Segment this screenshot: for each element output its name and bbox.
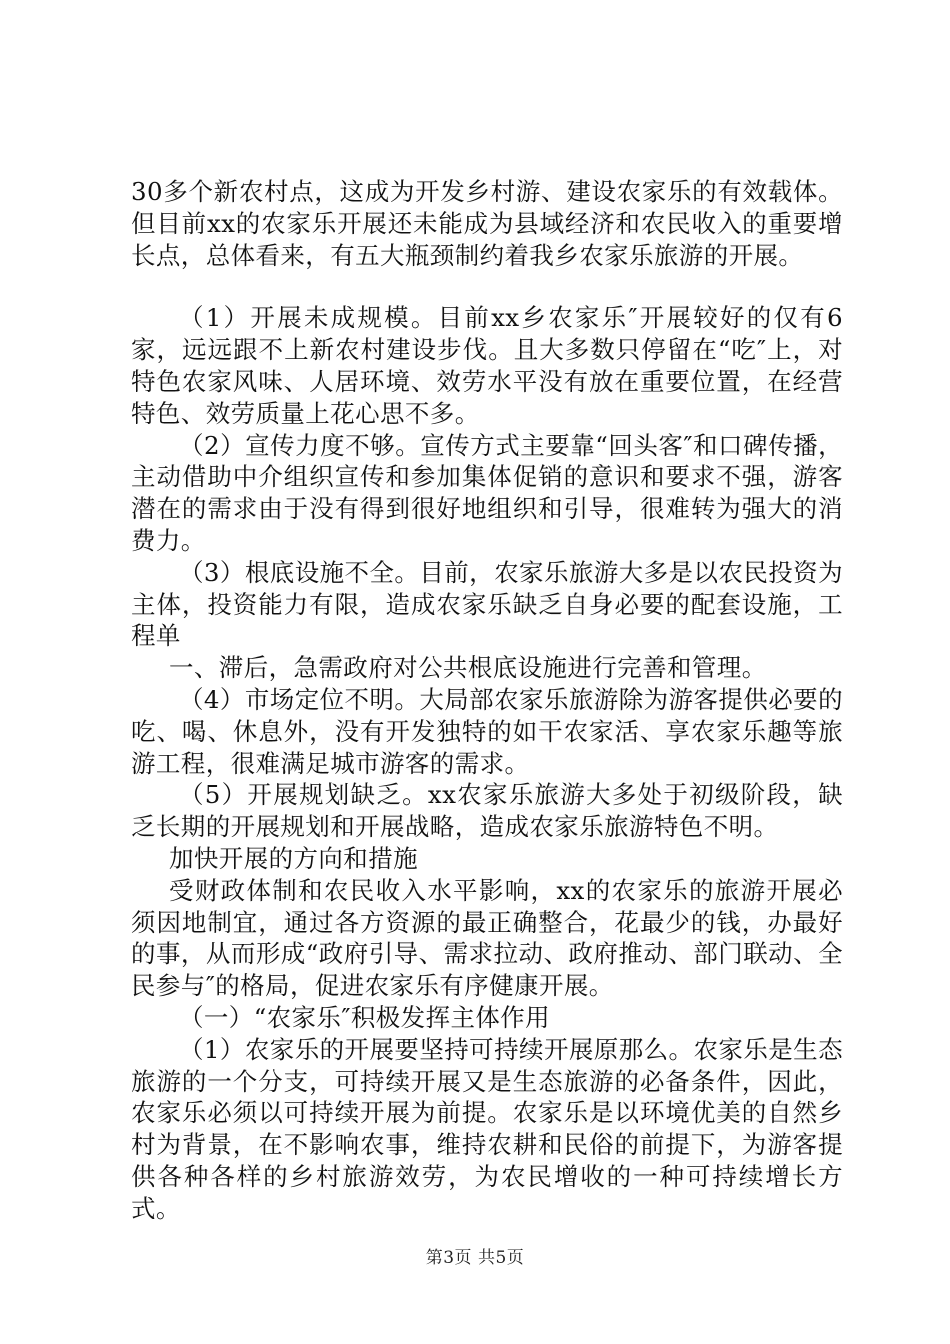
subheading-main-role: （一）“农家乐″积极发挥主体作用: [179, 1002, 551, 1032]
paragraph-point-3-infrastructure: （3）根底设施不全。目前，农家乐旅游大多是以农民投资为主体，投资能力有限，造成农家乐缺乏自身必要的配套设施，工程单: [131, 557, 843, 651]
paragraph-point-4-market: （4）市场定位不明。大局部农家乐旅游除为游客提供必要的吃、喝、休息外，没有开发独特的如干农家活、享农家乐趣等旅游工程，很难满足城市游客的需求。: [131, 684, 843, 778]
document-body: [131, 176, 843, 1225]
page-footer: [0, 1243, 950, 1268]
paragraph-directions-intro: 受财政体制和农民收入水平影响，xx的农家乐的旅游开展必须因地制宜，通过各方资源的最正确整合，花最少的钱，办最好的事，从而形成“政府引导、需求拉动、政府推动、部门联动、全民参与″的格局，促进农家乐有序健康开展。: [131, 875, 843, 1001]
page-number-indicator: 第3页 共5页: [425, 1248, 525, 1268]
paragraph-infrastructure-continued: 一、滞后，急需政府对公共根底设施进行完善和管理。: [169, 653, 767, 683]
paragraph-point-5-planning: （5）开展规划缺乏。xx农家乐旅游大多处于初级阶段，缺乏长期的开展规划和开展战略，造成农家乐旅游特色不明。: [131, 780, 843, 842]
paragraph-point-1-scale: （1）开展未成规模。目前xx乡农家乐″开展较好的仅有6家，远远跟不上新农村建设步伐。且大多数只停留在“吃″上，对特色农家风味、人居环境、效劳水平没有放在重要位置，在经营特色、效劳质量上花心思不多。: [131, 303, 843, 428]
section-heading-directions: 加快开展的方向和措施: [169, 843, 418, 873]
paragraph-intro: 30多个新农村点，这成为开发乡村游、建设农家乐的有效载体。但目前xx的农家乐开展还未能成为县域经济和农民收入的重要增长点，总体看来，有五大瓶颈制约着我乡农家乐旅游的开展。: [131, 177, 843, 270]
paragraph-point-2-publicity: （2）宣传力度不够。宣传方式主要靠“回头客″和口碑传播，主动借助中介组织宣传和参加集体促销的意识和要求不强，游客潜在的需求由于没有得到很好地组织和引导，很难转为强大的消费力。: [131, 430, 843, 555]
paragraph-sustainability: （1）农家乐的开展要坚持可持续开展原那么。农家乐是生态旅游的一个分支，可持续开展又是生态旅游的必备条件，因此，农家乐必须以可持续开展为前提。农家乐是以环境优美的自然乡村为背景，在不影响农事，维持农耕和民俗的前提下，为游客提供各种各样的乡村旅游效劳，为农民增收的一种可持续增长方式。: [131, 1034, 843, 1223]
